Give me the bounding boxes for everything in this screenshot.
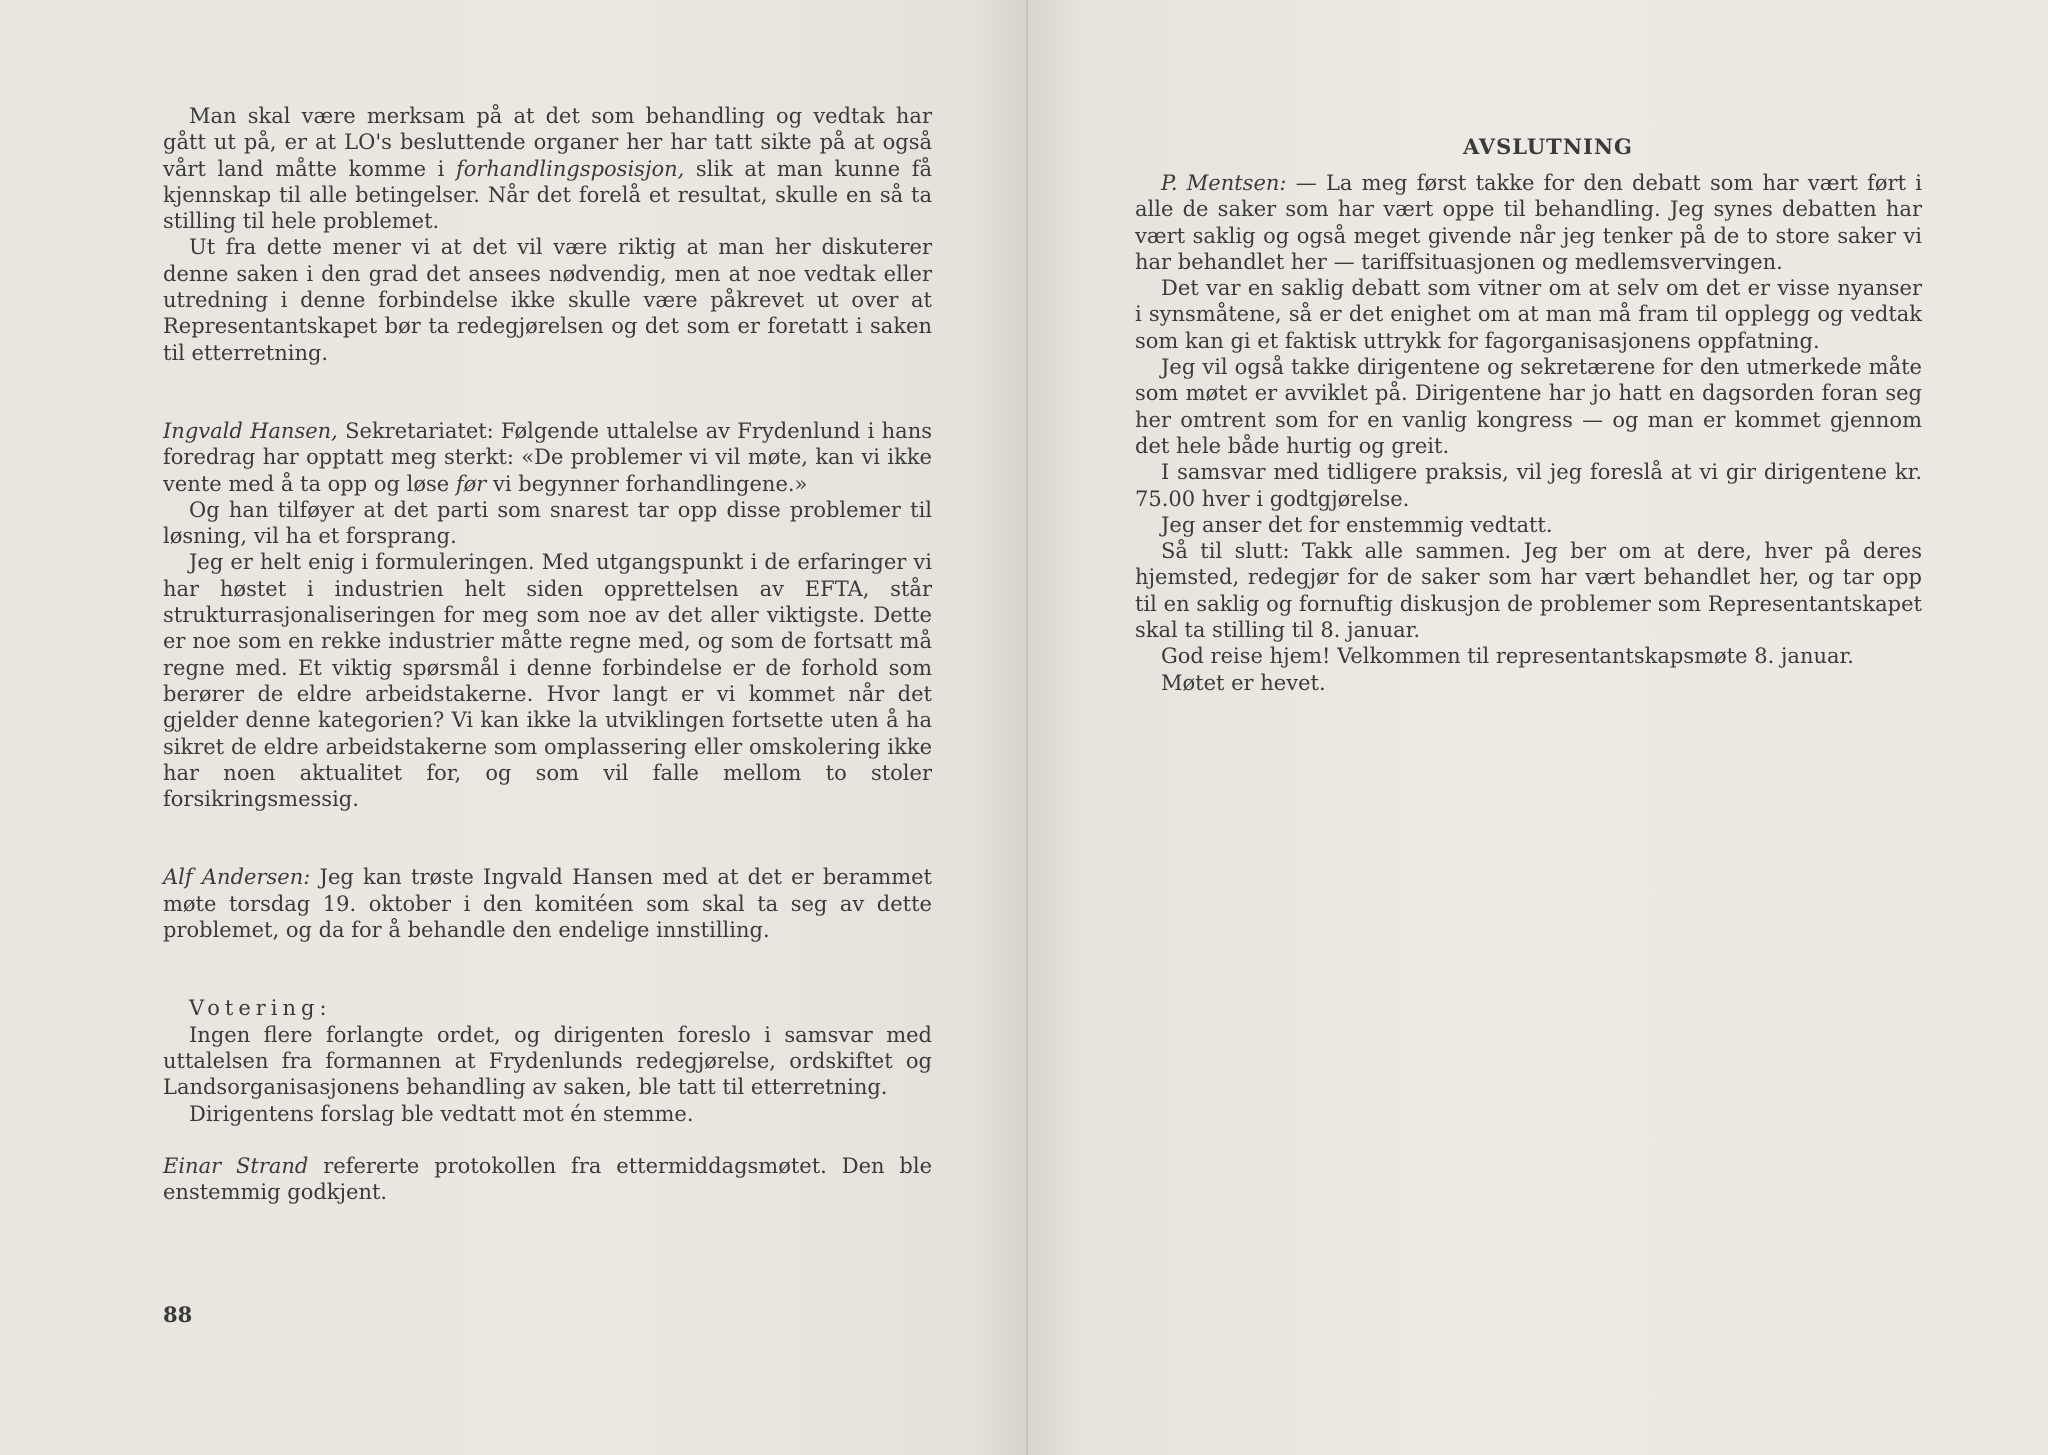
paragraph: Møtet er hevet.	[1161, 670, 1326, 695]
paragraph	[163, 103, 932, 234]
paragraph: Ingen flere forlangte ordet, og dirigenten foreslo i samsvar med uttalelsen fra formannen at Frydenlunds redegjørelse, ordskiftet og Landsorganisasjonens behandling av saken, ble tatt til etterretning.	[163, 1022, 932, 1100]
paragraph-text: — La meg først takke for den debatt som har vært ført i alle de saker som har vært oppe til behandling. Jeg synes debatten har vært saklig og også meget givende når jeg tenker på de to store saker vi har behandlet her — tariffsituasjonen og medlemsvervingen.	[1135, 171, 1922, 274]
paragraph-text: Man skal være merksam på at det som behandling og vedtak har gått ut på, er at LO's besluttende organer her har tatt sikte på at også vårt land måtte komme i	[163, 104, 932, 181]
italic-term: forhandlingsposisjon,	[455, 156, 685, 181]
speaker-name: Ingvald Hansen,	[163, 418, 338, 443]
paragraph: Jeg anser det for enstemmig vedtatt.	[1161, 512, 1553, 537]
paragraph: Ut fra dette mener vi at det vil være riktig at man her diskuterer denne saken i den grad det ansees nødvendig, men at noe vedtak eller utredning i denne forbindelse ikke skulle være påkrevet ut over at Representantskapet bør ta redegjørelsen og det som er foretatt i saken til etterretning.	[163, 235, 932, 365]
paragraph: Og han tilføyer at det parti som snarest tar opp disse problemer til løsning, vil ha et forsprang.	[163, 497, 932, 549]
paragraph: Det var en saklig debatt som vitner om at selv om det er visse nyanser i synsmåtene, så er det enighet om at man må fram til opplegg og vedtak som kan gi et faktisk uttrykk for fagorganisasjonens oppfatning.	[1135, 276, 1922, 353]
paragraph: Jeg vil også takke dirigentene og sekretærene for den utmerkede måte som møtet er avviklet på. Dirigentene har jo hatt en dagsorden foran seg her omtrent som for en vanlig kongress — og man er kommet gjennom det hele både hurtig og greit.	[1135, 355, 1922, 458]
speech-alf-andersen	[163, 864, 932, 943]
votering-label: Votering:	[189, 996, 332, 1021]
page-number: 88	[163, 1302, 193, 1327]
section-heading: AVSLUTNING	[1463, 134, 1633, 159]
speaker-name: Einar Strand	[163, 1153, 309, 1178]
speech-ingvald-hansen	[163, 418, 932, 497]
left-text-column	[163, 103, 932, 1205]
speaker-name: P. Mentsen:	[1161, 171, 1287, 195]
paragraph-text: refererte protokollen fra ettermiddagsmøtet. Den ble enstemmig godkjent.	[163, 1153, 932, 1205]
paragraph-text: vi begynner forhandlingene.»	[486, 471, 808, 496]
paragraph-text: Sekretariatet: Følgende uttalelse av Frydenlund i hans foredrag har opptatt meg sterkt: «De problemer vi vil møte, kan vi ikke vente med å ta opp og løse	[163, 418, 932, 496]
paragraph: God reise hjem! Velkommen til representantskapsmøte 8. januar.	[1161, 644, 1854, 669]
right-page	[1028, 0, 2048, 1455]
paragraph-text: slik at man kunne få kjennskap til alle betingelser. Når det forelå et resultat, skulle en så ta stilling til hele problemet.	[163, 156, 932, 234]
paragraph-text: Jeg kan trøste Ingvald Hansen med at det er berammet møte torsdag 19. oktober i den komitéen som skal ta seg av dette problemet, og da for å behandle den endelige innstilling.	[163, 865, 932, 943]
speaker-name: Alf Andersen:	[163, 865, 311, 890]
paragraph: I samsvar med tidligere praksis, vil jeg foreslå at vi gir dirigentene kr. 75.00 hver i godtgjørelse.	[1135, 460, 1922, 511]
italic-term: før	[455, 471, 487, 496]
paragraph: Jeg er helt enig i formuleringen. Med utgangspunkt i de erfaringer vi har høstet i industrien helt siden opprettelsen av EFTA, står strukturrasjonaliseringen for meg som noe av det aller viktigste. Dette er noe som en rekke industrier måtte regne med, og som de fortsatt må regne med. Et viktig spørsmål i denne forbindelse er de forhold som berører de eldre arbeidstakerne. Hvor langt er vi kommet når det gjelder denne kategorien? Vi kan ikke la utviklingen fortsette uten å ha sikret de eldre arbeidstakerne som omplassering eller omskolering ikke har noen aktualitet for, og som vil falle mellom to stoler forsikringsmessig.	[163, 550, 932, 812]
speech-p-mentsen	[1135, 170, 1922, 275]
speech-einar-strand	[163, 1153, 932, 1206]
paragraph: Dirigentens forslag ble vedtatt mot én stemme.	[189, 1101, 694, 1126]
right-text-column	[1135, 170, 1922, 696]
paragraph: Så til slutt: Takk alle sammen. Jeg ber om at dere, hver på deres hjemsted, redegjør for de saker som har vært behandlet her, og tar opp til en saklig og fornuftig diskusjon de problemer som Representantskapet skal ta stilling til 8. januar.	[1135, 539, 1922, 643]
